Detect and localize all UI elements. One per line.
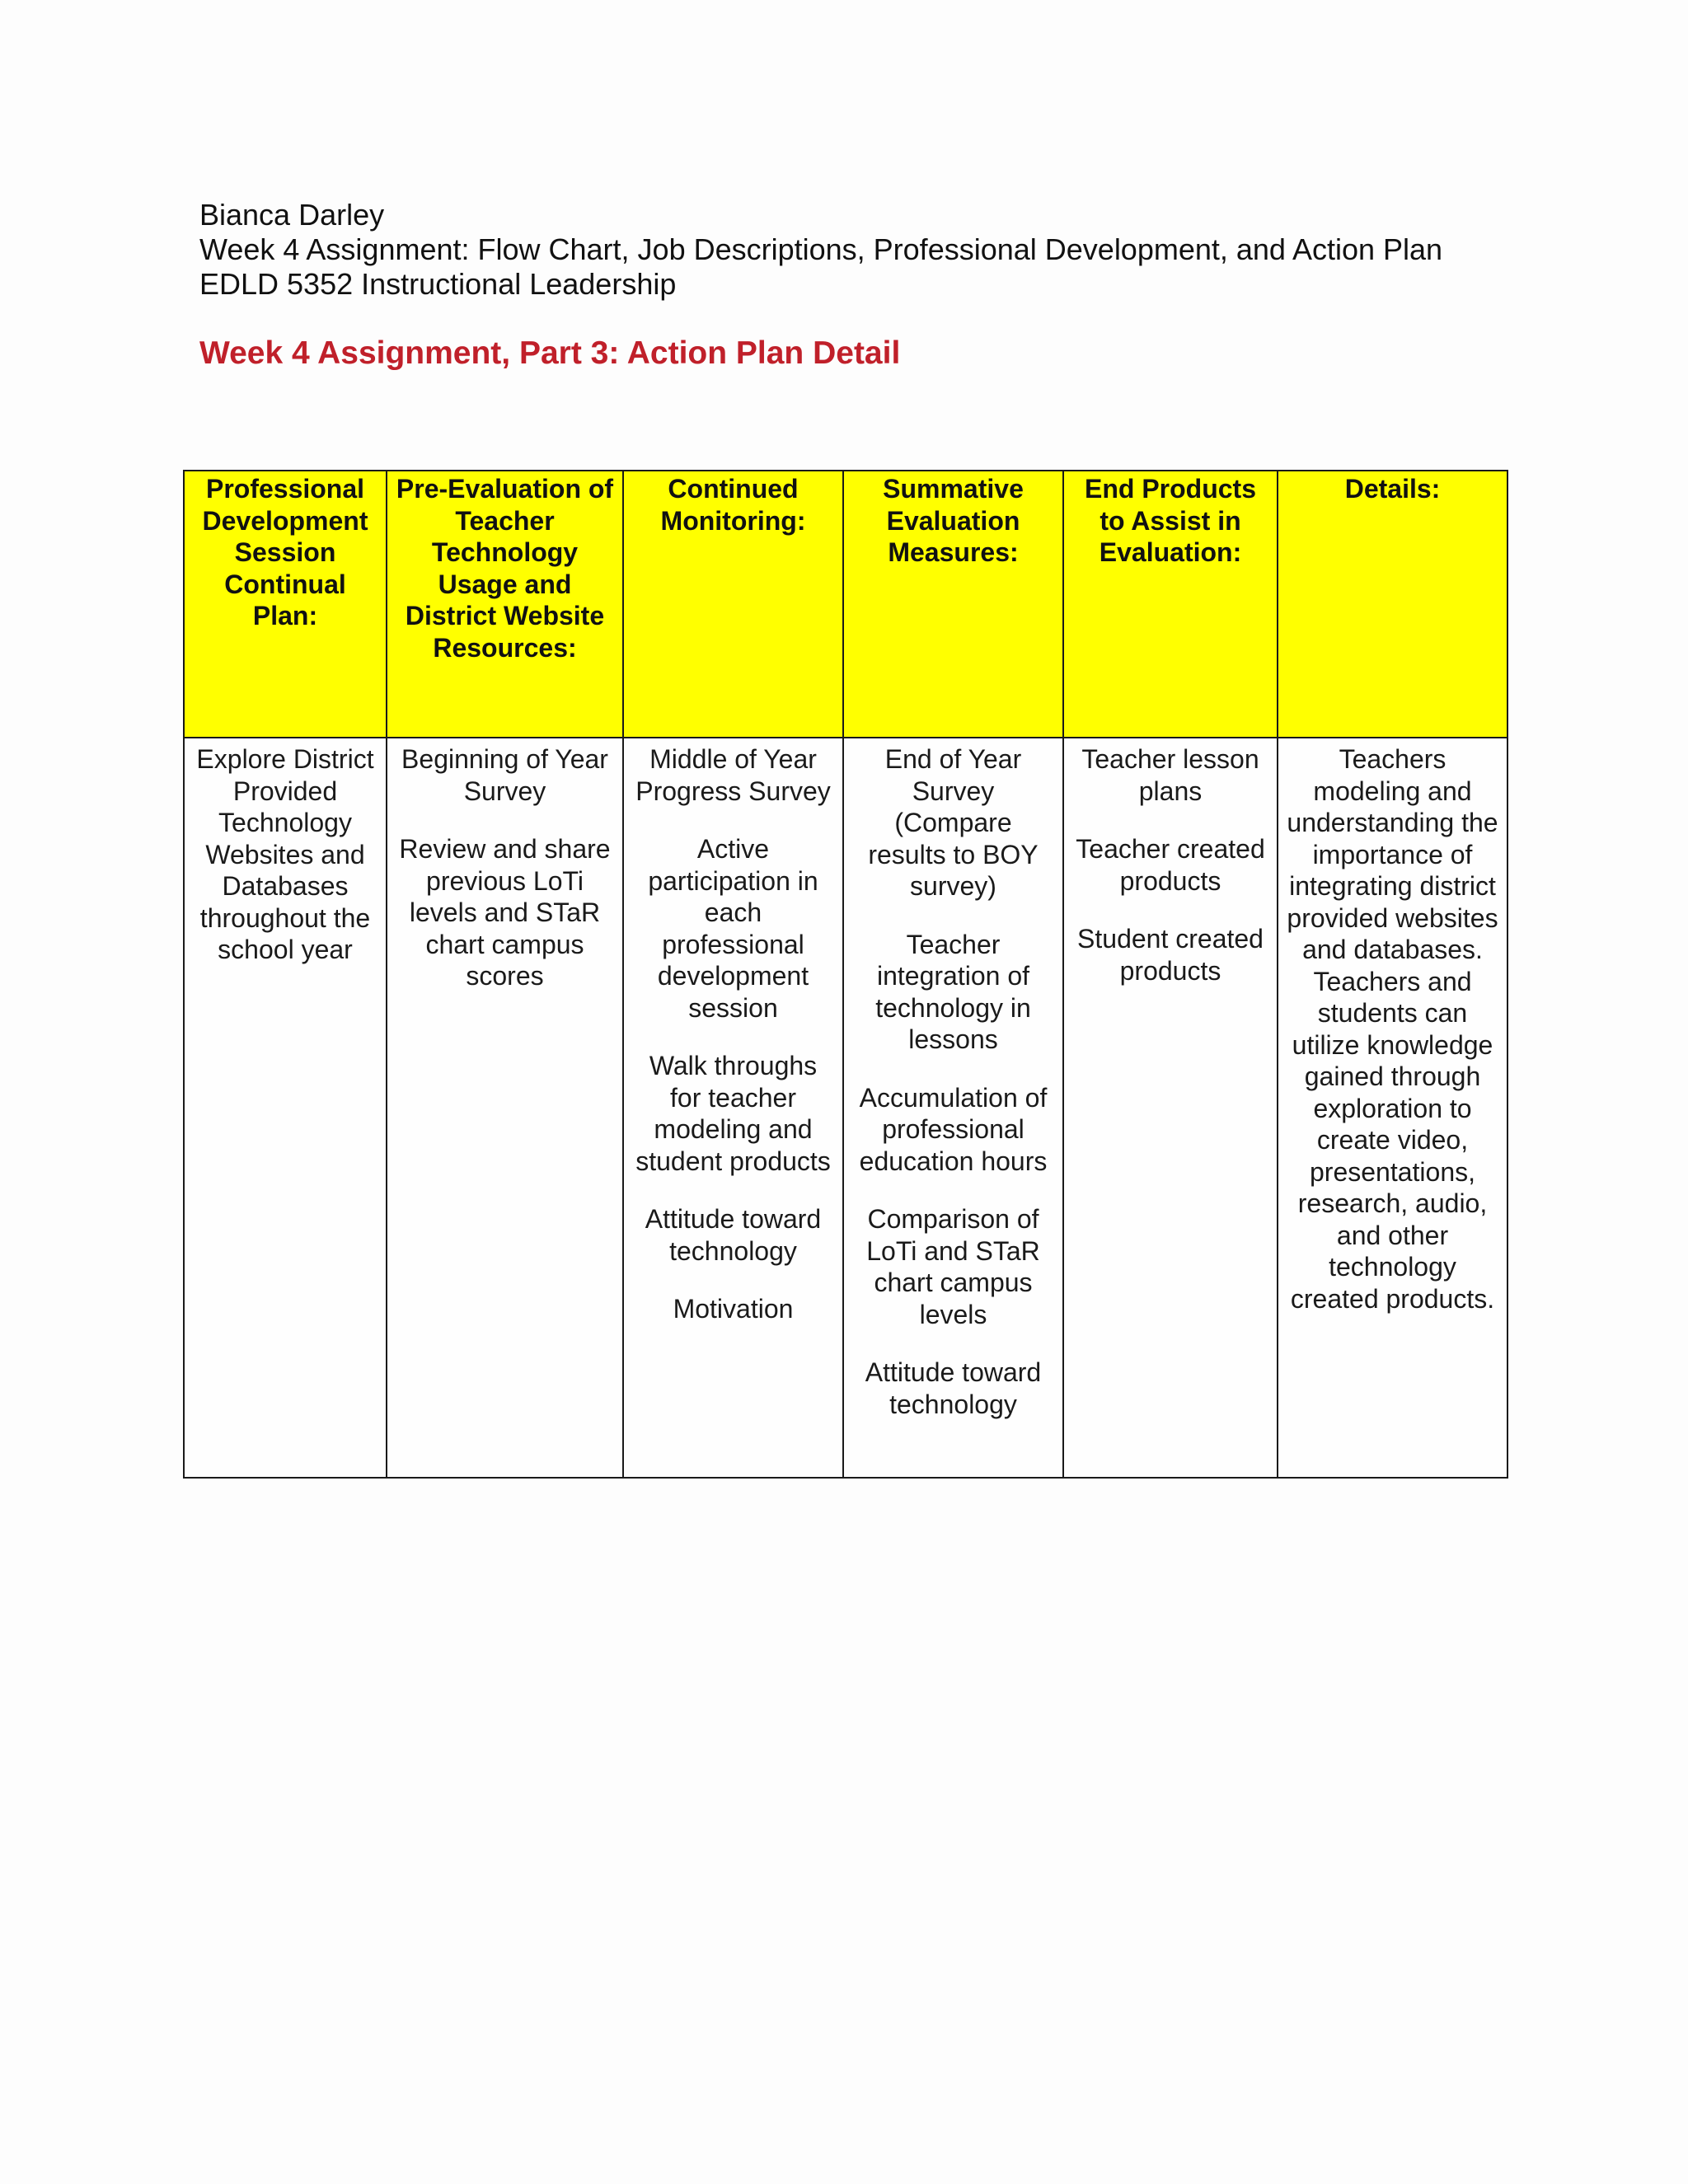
cell-paragraph: Middle of Year Progress Survey (635, 744, 831, 806)
author-name: Bianca Darley (199, 198, 385, 232)
document-header (199, 198, 1518, 302)
cell-continued-monitoring (623, 738, 843, 1478)
action-plan-table (183, 470, 1508, 1479)
cell-paragraph: Attitude toward technology (645, 1204, 822, 1266)
cell-pre-evaluation (387, 738, 623, 1478)
cell-end-products (1063, 738, 1278, 1478)
cell-paragraph: Comparison of LoTi and STaR chart campus levels (866, 1204, 1040, 1329)
cell-paragraph: Walk throughs for teacher modeling and student products (635, 1051, 831, 1176)
cell-paragraph: Teacher integration of technology in lessons (875, 929, 1031, 1054)
course-name: EDLD 5352 Instructional Leadership (199, 267, 677, 301)
column-header-details: Details: (1278, 471, 1507, 738)
cell-paragraph: Teachers modeling and understanding the importance of integrating district provided websites and databases. Teachers and students can utilize knowledge gained through exploration to create video, presentations, research, audio, and other technology created products. (1287, 744, 1498, 1314)
cell-paragraph: Attitude toward technology (865, 1357, 1042, 1419)
column-header-continued-monitoring: Continued Monitoring: (623, 471, 843, 738)
cell-paragraph: Beginning of Year Survey (401, 744, 608, 806)
cell-paragraph: End of Year Survey (Compare results to BOY survey) (868, 744, 1039, 901)
cell-paragraph: Student created products (1077, 924, 1264, 986)
table-header-row (184, 471, 1507, 738)
cell-paragraph: Motivation (673, 1294, 794, 1324)
cell-paragraph: Explore District Provided Technology Websites and Databases throughout the school year (196, 744, 374, 964)
cell-paragraph: Teacher created products (1076, 834, 1265, 896)
section-title: Week 4 Assignment, Part 3: Action Plan Detail (199, 335, 901, 371)
column-header-pd-session: Professional Development Session Continual Plan: (184, 471, 387, 738)
cell-paragraph: Active participation in each professional development session (648, 834, 818, 1023)
assignment-title: Week 4 Assignment: Flow Chart, Job Descriptions, Professional Development, and Action Plan (199, 232, 1443, 266)
column-header-end-products: End Products to Assist in Evaluation: (1063, 471, 1278, 738)
cell-paragraph: Review and share previous LoTi levels and STaR chart campus scores (399, 834, 611, 991)
table-row (184, 738, 1507, 1478)
cell-pd-session (184, 738, 387, 1478)
cell-summative-evaluation (843, 738, 1063, 1478)
cell-paragraph: Teacher lesson plans (1081, 744, 1259, 806)
cell-paragraph: Accumulation of professional education hours (859, 1082, 1048, 1176)
cell-details (1278, 738, 1507, 1478)
column-header-pre-evaluation: Pre-Evaluation of Teacher Technology Usage and District Website Resources: (387, 471, 623, 738)
column-header-summative-evaluation: Summative Evaluation Measures: (843, 471, 1063, 738)
